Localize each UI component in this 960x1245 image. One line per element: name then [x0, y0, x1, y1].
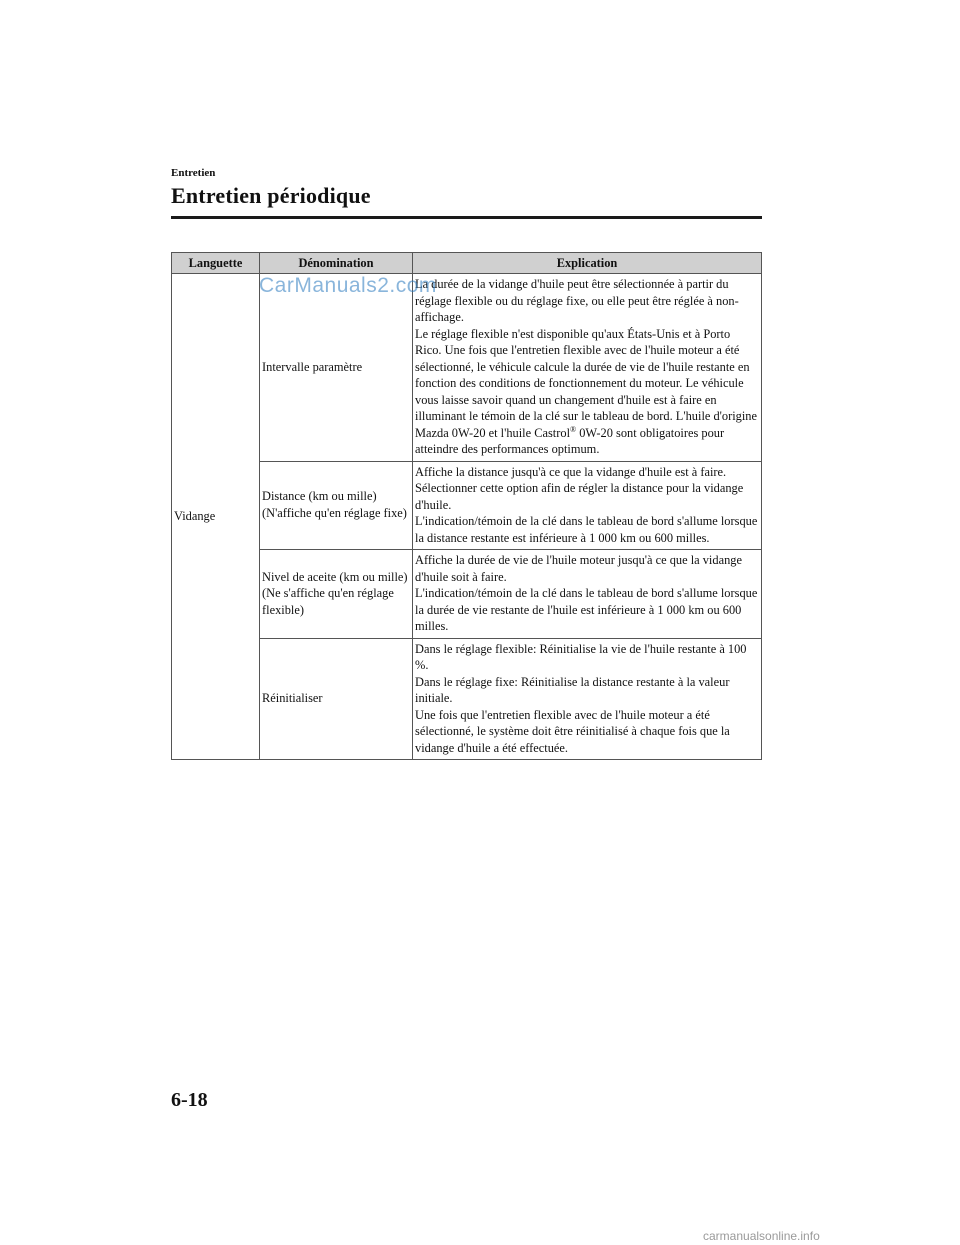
explanation-cell	[413, 550, 762, 639]
tab-cell-vidange: Vidange	[172, 274, 260, 760]
name-cell: Réinitialiser	[260, 638, 413, 760]
explanation-cell	[413, 638, 762, 760]
explanation-line: Une fois que l'entretien flexible avec de l'huile moteur a été sélectionné, le système doit être réinitialisé à chaque fois que la vidange d'huile a été effectuée.	[415, 707, 730, 755]
explanation-text: 0W-20 sont obligatoires pour atteindre des performances optimum.	[415, 425, 725, 456]
name-cell: Intervalle paramètre	[260, 274, 413, 462]
explanation-line: Affiche la distance jusqu'à ce que la vidange d'huile est à faire. Sélectionner cette option afin de régler la distance pour la vidange d'huile.	[415, 464, 744, 512]
name-cell: Nivel de aceite (km ou mille) (Ne s'affiche qu'en réglage flexible)	[260, 550, 413, 639]
watermark-text: CarManuals2.com	[259, 274, 437, 297]
settings-table	[171, 252, 762, 760]
explanation-line: Dans le réglage flexible: Réinitialise la vie de l'huile restante à 100 %.	[415, 641, 747, 672]
explanation-line: L'indication/témoin de la clé dans le tableau de bord s'allume lorsque la distance restante est inférieure à 1 000 km ou 600 milles.	[415, 514, 758, 545]
page-number: 6-18	[171, 1089, 208, 1111]
explanation-line: Dans le réglage fixe: Réinitialise la distance restante à la valeur initiale.	[415, 674, 730, 705]
table-row	[172, 274, 762, 462]
header-explication: Explication	[413, 253, 762, 274]
header-denomination: Dénomination	[260, 253, 413, 274]
explanation-line: Affiche la durée de vie de l'huile moteur jusqu'à ce que la vidange d'huile soit à faire.	[415, 553, 742, 584]
table-row	[172, 638, 762, 760]
explanation-line: La durée de la vidange d'huile peut être sélectionnée à partir du réglage flexible ou du réglage fixe, ou elle peut être réglée à non-affichage.	[415, 277, 739, 324]
explanation-line	[415, 326, 759, 458]
page-title: Entretien périodique	[171, 183, 371, 208]
explanation-cell	[413, 461, 762, 550]
table-row	[172, 461, 762, 550]
explanation-text: Le réglage flexible n'est disponible qu'aux États-Unis et à Porto Rico. Une fois que l'entretien flexible avec de l'huile moteur a été sélectionné, le véhicule calcule la durée de vie de l'huile restante en fonction des conditions de fonctionnement du moteur. Le véhicule vous laisse savoir quand un changement d'huile est à faire en illuminant le témoin de la clé sur le tableau de bord. L'huile d'origine Mazda 0W-20 et l'huile Castrol	[415, 326, 758, 440]
name-cell: Distance (km ou mille) (N'affiche qu'en réglage fixe)	[260, 461, 413, 550]
footer-watermark: carmanualsonline.info	[703, 1229, 820, 1243]
section-label: Entretien	[171, 167, 216, 179]
explanation-cell	[413, 274, 762, 462]
registered-mark: ®	[570, 424, 577, 434]
explanation-line: L'indication/témoin de la clé dans le tableau de bord s'allume lorsque la durée de vie restante de l'huile est inférieure à 1 000 km ou 600 milles.	[415, 586, 758, 633]
table-header-row	[172, 253, 762, 274]
header-languette: Languette	[172, 253, 260, 274]
table-row	[172, 550, 762, 639]
title-rule	[171, 216, 762, 219]
